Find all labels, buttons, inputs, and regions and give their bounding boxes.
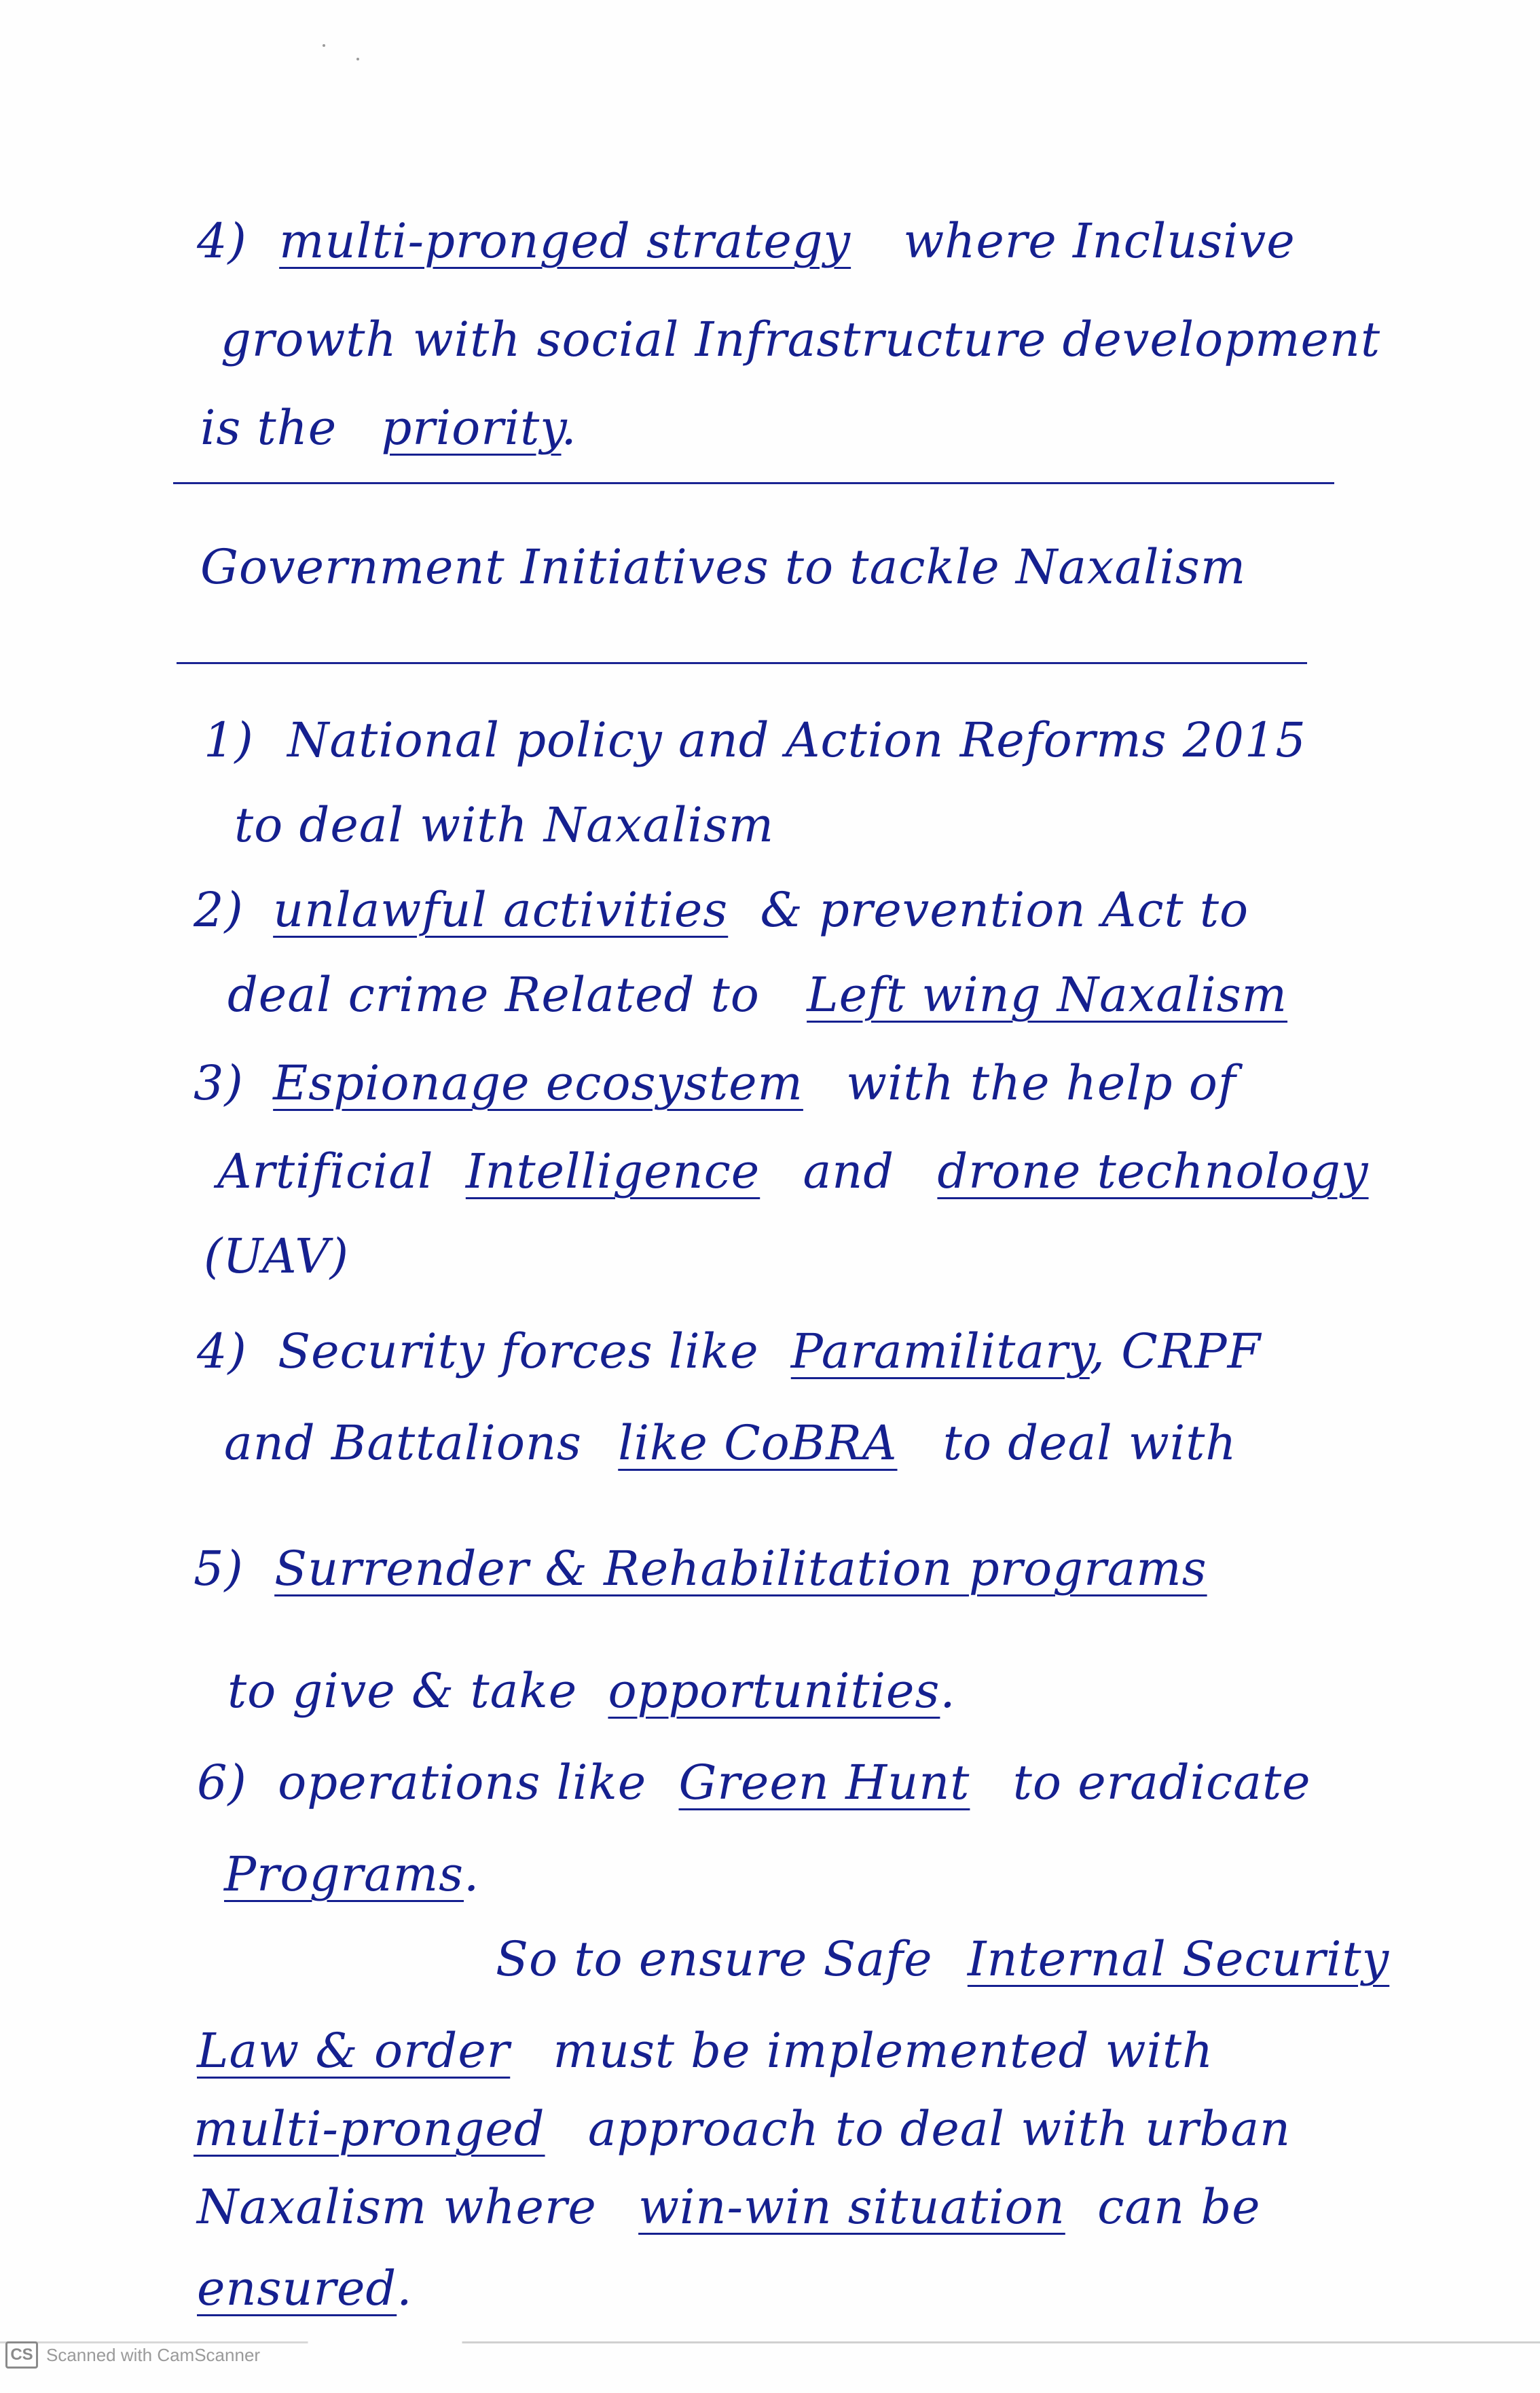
underlined-phrase: Paramilitary bbox=[790, 1323, 1090, 1379]
section-divider bbox=[177, 662, 1307, 664]
line-text: & prevention Act to bbox=[760, 882, 1249, 938]
stray-mark bbox=[323, 44, 325, 47]
camscanner-logo-icon: CS bbox=[5, 2341, 38, 2369]
note-line bbox=[217, 1144, 1369, 1199]
underlined-phrase: opportunities bbox=[608, 1663, 940, 1719]
note-line bbox=[224, 1415, 1237, 1471]
note-line bbox=[197, 1323, 1262, 1379]
note-line bbox=[194, 2101, 1291, 2157]
line-text: deal crime Related to bbox=[227, 967, 760, 1023]
line-text: to give & take bbox=[227, 1663, 578, 1719]
item-number: 4) bbox=[197, 1323, 247, 1379]
note-line bbox=[194, 882, 1249, 938]
item-number: 2) bbox=[194, 882, 244, 938]
line-text: So to ensure Safe bbox=[496, 1931, 933, 1987]
underlined-phrase: Law & order bbox=[197, 2023, 511, 2079]
line-text: Naxalism where bbox=[197, 2179, 597, 2235]
note-line bbox=[224, 1846, 480, 1902]
note-line bbox=[204, 712, 1306, 768]
note-line bbox=[194, 1541, 1207, 1596]
line-text: . bbox=[561, 400, 577, 456]
line-text: to eradicate bbox=[1012, 1755, 1311, 1810]
line-text: must be implemented with bbox=[553, 2023, 1214, 2079]
line-text: Security forces like bbox=[278, 1323, 759, 1379]
scanner-watermark bbox=[5, 2341, 260, 2369]
section-divider bbox=[173, 482, 1334, 484]
note-line bbox=[197, 2179, 1261, 2235]
underlined-phrase: win-win situation bbox=[638, 2179, 1065, 2235]
note-line bbox=[227, 1663, 956, 1719]
underlined-phrase: Internal Security bbox=[967, 1931, 1390, 1987]
line-text: operations like bbox=[278, 1755, 647, 1810]
note-line: growth with social Infrastructure development bbox=[221, 312, 1381, 367]
item-number: 1) bbox=[204, 712, 254, 768]
item-number: 3) bbox=[194, 1055, 244, 1111]
underlined-phrase: Left wing Naxalism bbox=[807, 967, 1288, 1023]
item-number: 5) bbox=[194, 1541, 244, 1596]
note-line bbox=[197, 213, 1296, 269]
item-number: 4) bbox=[197, 213, 247, 269]
note-line bbox=[200, 400, 577, 456]
watermark-text: Scanned with CamScanner bbox=[46, 2344, 261, 2365]
item-number: 6) bbox=[197, 1755, 247, 1810]
underlined-phrase: Programs bbox=[224, 1846, 464, 1902]
line-text: , CRPF bbox=[1089, 1323, 1262, 1379]
line-text: approach to deal with urban bbox=[587, 2101, 1291, 2157]
note-line bbox=[197, 1755, 1311, 1810]
line-text: and Battalions bbox=[224, 1415, 582, 1471]
line-text: where Inclusive bbox=[903, 213, 1296, 269]
line-text: . bbox=[464, 1846, 480, 1902]
note-line bbox=[227, 967, 1288, 1023]
line-text: is the bbox=[200, 400, 337, 456]
underlined-phrase: Green Hunt bbox=[678, 1755, 970, 1810]
section-heading: Government Initiatives to tackle Naxalism bbox=[200, 539, 1247, 595]
underlined-phrase: Surrender & Rehabilitation programs bbox=[274, 1541, 1207, 1596]
underlined-phrase: Intelligence bbox=[465, 1144, 760, 1199]
line-text: . bbox=[940, 1663, 956, 1719]
underlined-phrase: drone technology bbox=[937, 1144, 1369, 1199]
underlined-phrase: priority bbox=[381, 400, 562, 456]
line-text: with the help of bbox=[846, 1055, 1236, 1111]
underlined-phrase: multi-pronged strategy bbox=[279, 213, 851, 269]
underlined-phrase: multi-pronged bbox=[194, 2101, 545, 2157]
stray-mark bbox=[356, 58, 359, 60]
note-line bbox=[197, 2023, 1214, 2079]
note-line bbox=[194, 1055, 1236, 1111]
line-text: and bbox=[803, 1144, 895, 1199]
line-text: National policy and Action Reforms 2015 bbox=[287, 712, 1306, 768]
note-line bbox=[197, 2261, 413, 2316]
line-text: to deal with bbox=[942, 1415, 1237, 1471]
underlined-phrase: Espionage ecosystem bbox=[273, 1055, 803, 1111]
line-text: can be bbox=[1097, 2179, 1261, 2235]
note-line: to deal with Naxalism bbox=[234, 797, 775, 853]
underlined-phrase: like CoBRA bbox=[618, 1415, 898, 1471]
line-text: Artificial bbox=[217, 1144, 434, 1199]
note-line bbox=[496, 1931, 1390, 1987]
underlined-phrase: unlawful activities bbox=[273, 882, 729, 938]
note-line: (UAV) bbox=[204, 1228, 350, 1284]
underlined-phrase: ensured bbox=[197, 2261, 397, 2316]
line-text: . bbox=[397, 2261, 413, 2316]
